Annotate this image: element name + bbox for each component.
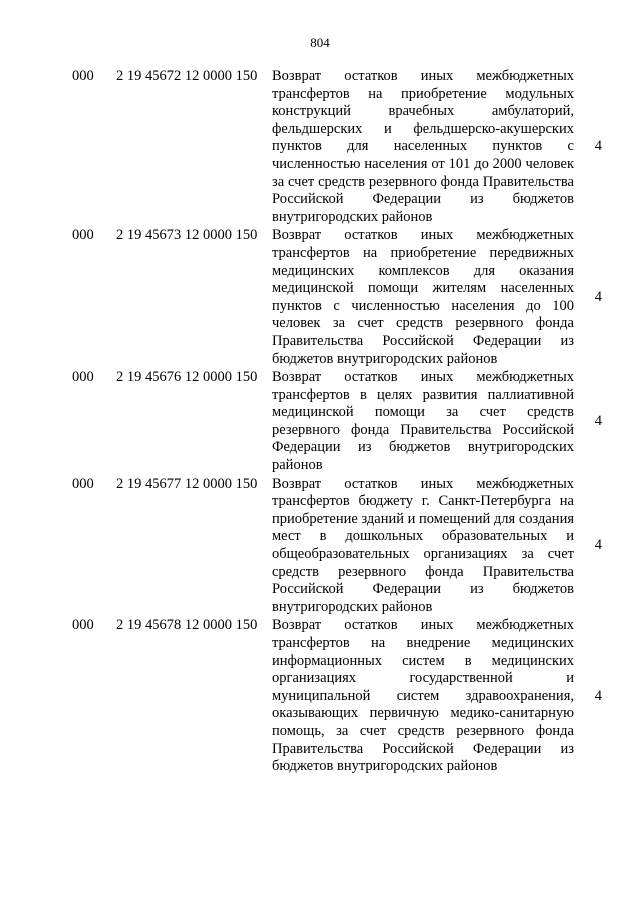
row-value: 4 <box>594 687 602 704</box>
table-row <box>0 227 640 368</box>
table-row <box>0 68 640 226</box>
table-row <box>0 369 640 475</box>
description: Возврат остатков иных межбюджетных трансфертов бюджету г. Санкт-Петербурга на приобретение зданий и помещений для создания мест в дошкольных образовательных и общеобразовательных организациях за счет средств резервного фонда Правительства Российской Федерации из бюджетов внутригородских районов <box>272 475 574 615</box>
budget-code: 2 19 45673 12 0000 150 <box>116 227 258 244</box>
table-row <box>0 476 640 617</box>
admin-code: 000 <box>72 369 94 386</box>
budget-codes-table <box>0 68 640 776</box>
admin-code: 000 <box>72 617 94 634</box>
description: Возврат остатков иных межбюджетных трансфертов на приобретение модульных конструкций врачебных амбулаторий, фельдшерских и фельдшерско-акушерских пунктов для населенных пунктов с численностью населения от 101 до 2000 человек за счет средств резервного фонда Правительства Российской Федерации из бюджетов внутригородских районов <box>272 68 574 225</box>
budget-code: 2 19 45678 12 0000 150 <box>116 617 258 634</box>
table-row <box>0 617 640 775</box>
row-value: 4 <box>594 413 602 430</box>
budget-code: 2 19 45672 12 0000 150 <box>116 68 258 84</box>
description: Возврат остатков иных межбюджетных трансфертов на приобретение передвижных медицинских комплексов для оказания медицинской помощи жителям населенных пунктов с численностью населения до 100 человек за счет средств резервного фонда Правительства Российской Федерации из бюджетов внутригородских районов <box>272 227 574 367</box>
admin-code: 000 <box>72 475 94 492</box>
page-number: 804 <box>310 35 330 50</box>
row-value: 4 <box>594 288 602 305</box>
budget-code: 2 19 45677 12 0000 150 <box>116 475 258 492</box>
row-value: 4 <box>594 537 602 554</box>
budget-code: 2 19 45676 12 0000 150 <box>116 369 258 386</box>
description: Возврат остатков иных межбюджетных трансфертов на внедрение медицинских информационных систем в медицинских организациях государственной и муниципальной систем здравоохранения, оказывающих первичную медико-санитарную помощь, за счет средств резервного фонда Правительства Российской Федерации из бюджетов внутригородских районов <box>272 617 574 775</box>
admin-code: 000 <box>72 227 94 244</box>
row-value: 4 <box>594 138 602 155</box>
admin-code: 000 <box>72 68 94 84</box>
description: Возврат остатков иных межбюджетных трансфертов в целях развития паллиативной медицинской помощи за счет средств резервного фонда Правительства Российской Федерации из бюджетов внутригородских районов <box>272 369 574 474</box>
